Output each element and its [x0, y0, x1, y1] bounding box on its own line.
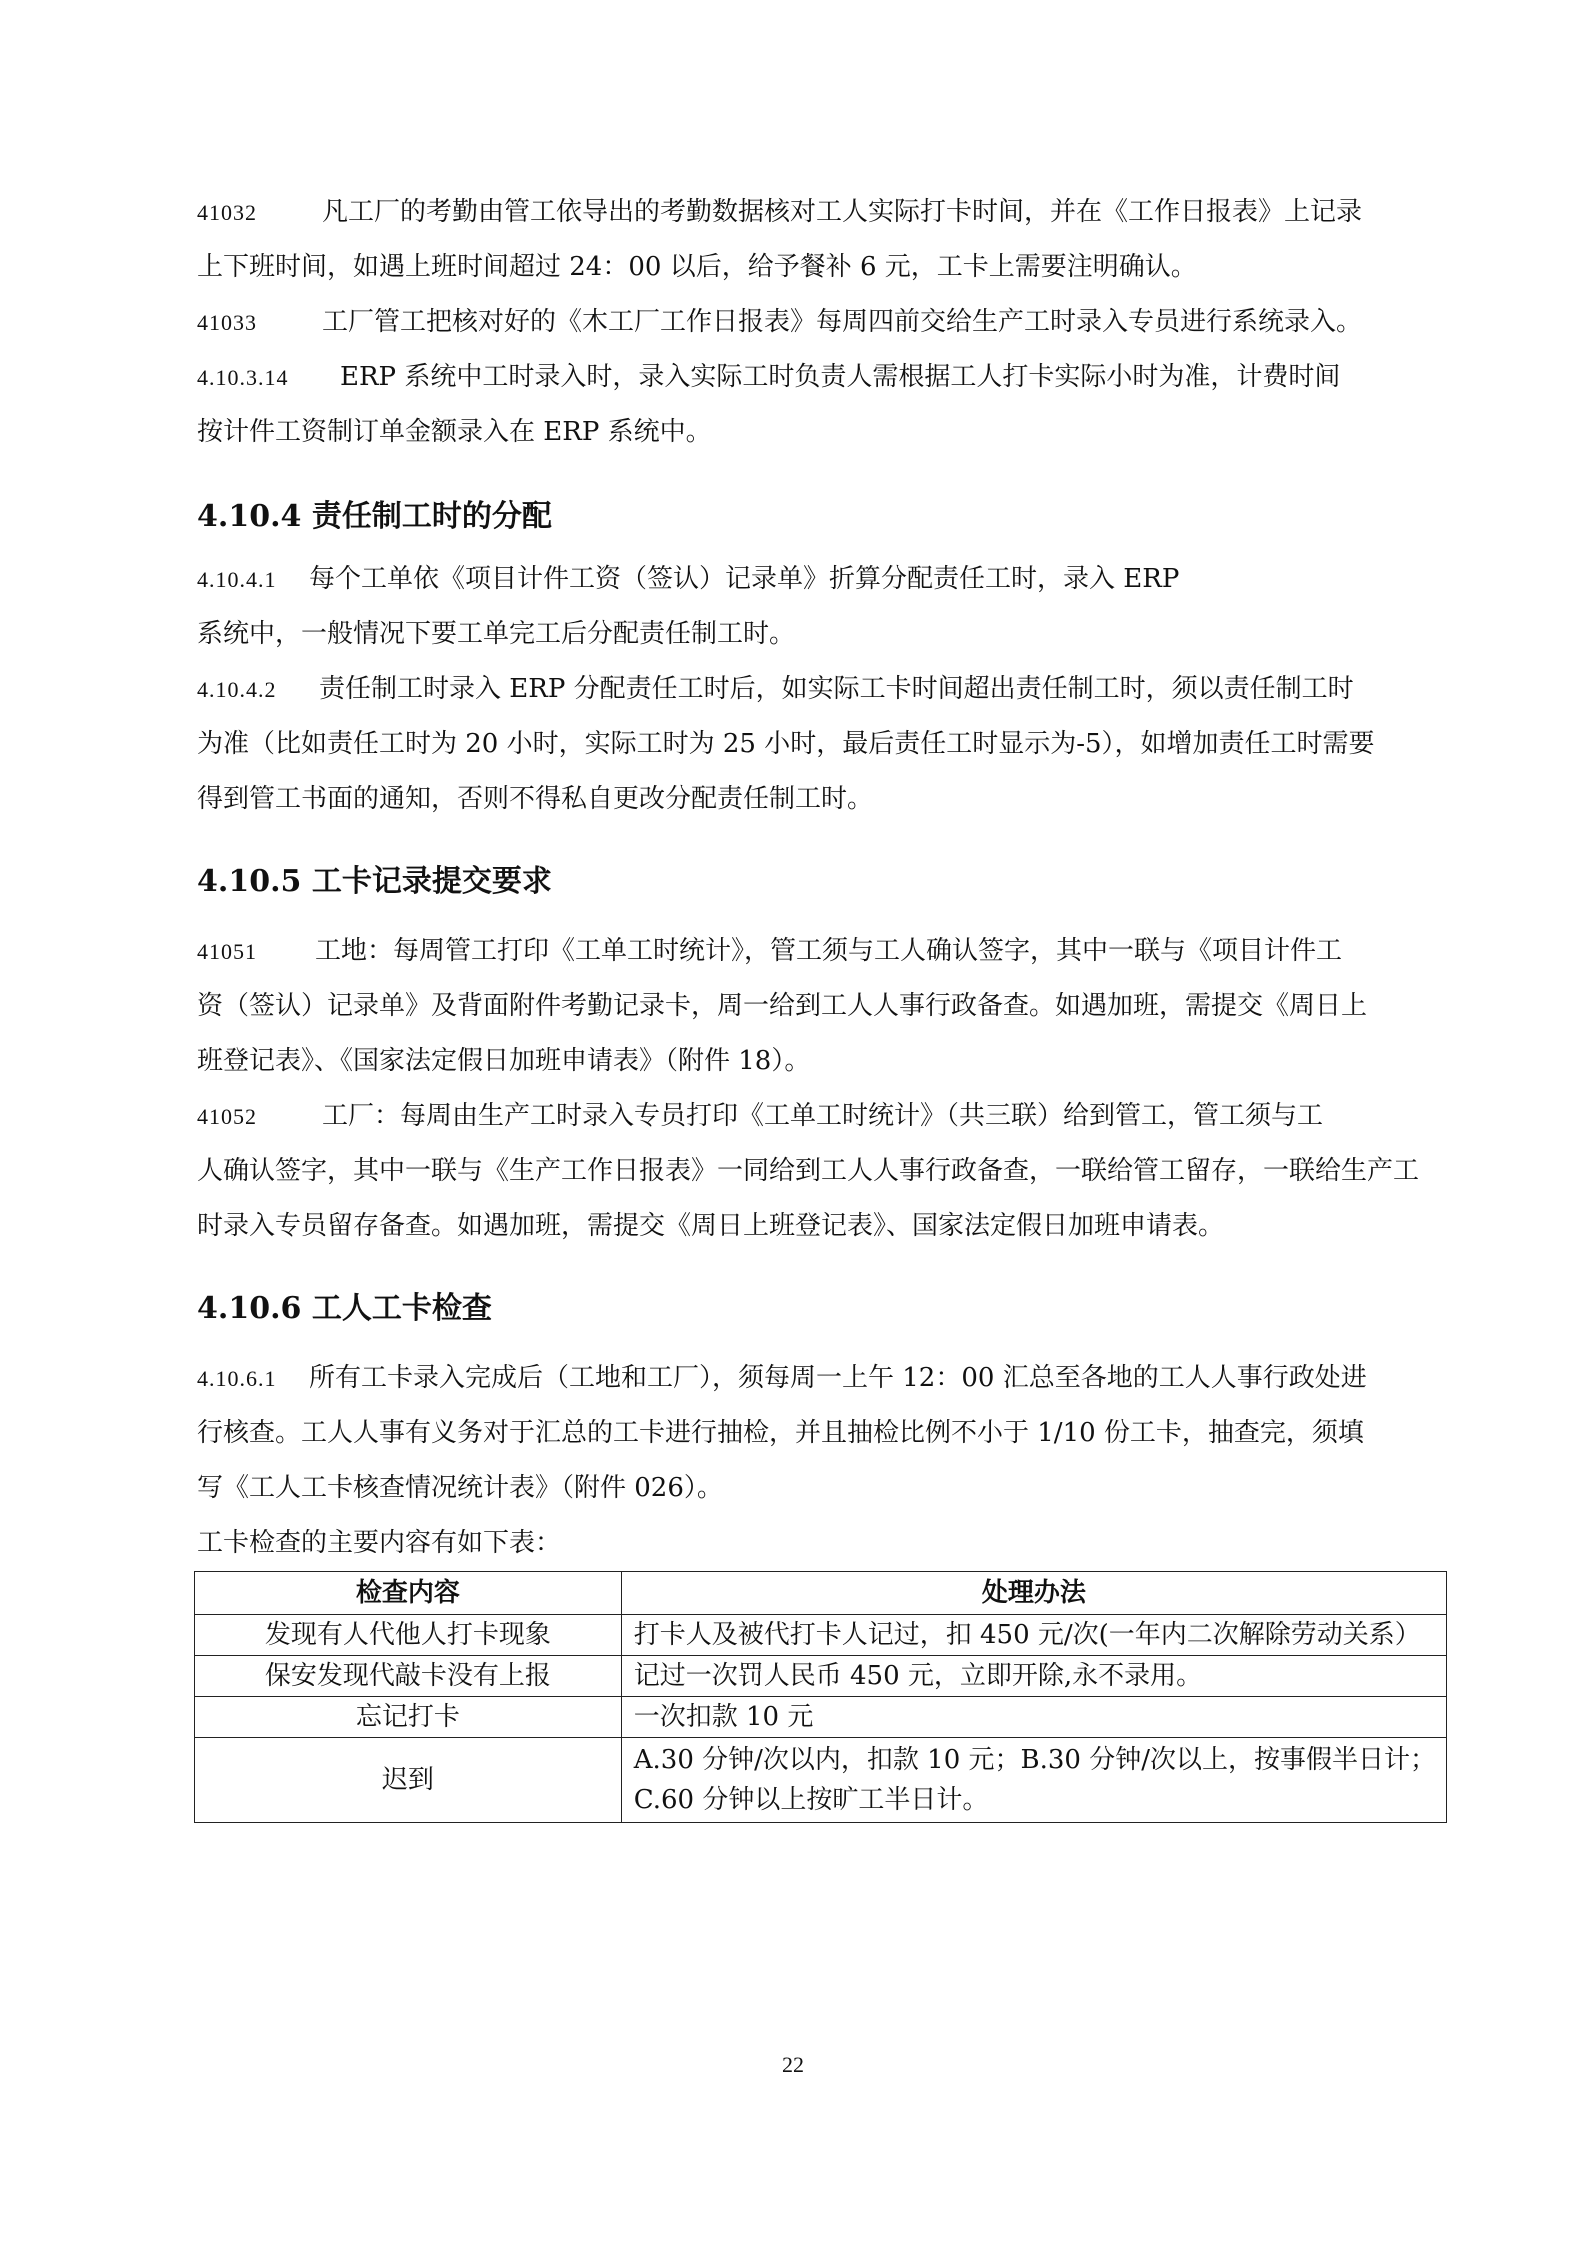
clause-41051-line2: 资（签认）记录单》及背面附件考勤记录卡，周一给到工人人事行政备查。如遇加班，需提交《周日上: [197, 991, 1368, 1021]
table-cell: 发现有人代他人打卡现象: [195, 1615, 622, 1656]
clause-41032-line1: [197, 185, 1397, 240]
clause-text: 工地：每周管工打印《工单工时统计》，管工须与工人确认签字，其中一联与《项目计件工: [315, 936, 1343, 966]
table-cell: 保安发现代敲卡没有上报: [195, 1656, 622, 1697]
table-cell: 迟到: [195, 1738, 622, 1823]
clause-number: 4.10.3.14: [197, 365, 289, 390]
clause-text: 工厂：每周由生产工时录入专员打印《工单工时统计》（共三联）给到管工，管工须与工: [322, 1101, 1324, 1131]
clause-41061-line3: 写《工人工卡核查情况统计表》（附件 026）。: [197, 1473, 723, 1503]
table-cell: [621, 1738, 1446, 1823]
section-heading: 4.10.4 责任制工时的分配: [197, 499, 552, 534]
clause-41052-line1: [197, 1089, 1397, 1144]
table-header-cell: 处理办法: [621, 1572, 1446, 1615]
clause-text: 凡工厂的考勤由管工依导出的考勤数据核对工人实际打卡时间，并在《工作日报表》上记录: [322, 197, 1363, 227]
clause-text: 工厂管工把核对好的《木工厂工作日报表》每周四前交给生产工时录入专员进行系统录入。: [322, 307, 1363, 337]
clause-number: 41033: [197, 310, 257, 335]
clause-41033-line1: [197, 295, 1397, 350]
table-cell: 一次扣款 10 元: [621, 1697, 1446, 1738]
clause-41314-line1: [197, 350, 1397, 405]
clause-number: 4.10.4.2: [197, 677, 277, 702]
clause-41032-line2: 上下班时间，如遇上班时间超过 24：00 以后，给予餐补 6 元，工卡上需要注明确认。: [197, 252, 1197, 282]
section-heading: 4.10.5 工卡记录提交要求: [197, 864, 552, 899]
page-content: [197, 185, 1436, 1823]
table-intro: 工卡检查的主要内容有如下表：: [197, 1528, 562, 1558]
clause-number: 41051: [197, 939, 257, 964]
table-cell: 忘记打卡: [195, 1697, 622, 1738]
clause-text: 每个工单依《项目计件工资（签认）记录单》折算分配责任工时，录入 ERP: [309, 564, 1180, 594]
clause-41052-line3: 时录入专员留存备查。如遇加班，需提交《周日上班登记表》、国家法定假日加班申请表。: [197, 1211, 1225, 1241]
clause-number: 4.10.4.1: [197, 567, 277, 592]
clause-text: 责任制工时录入 ERP 分配责任工时后，如实际工卡时间超出责任制工时，须以责任制工时: [319, 674, 1354, 704]
inspection-table: [194, 1571, 1447, 1823]
table-cell: 打卡人及被代打卡人记过，扣 450 元/次(一年内二次解除劳动关系）: [621, 1615, 1446, 1656]
clause-41042-line1: [197, 662, 1397, 717]
page-number: 22: [782, 2052, 804, 2077]
clause-41314-line2: 按计件工资制订单金额录入在 ERP 系统中。: [197, 417, 712, 447]
table-row: [195, 1738, 1447, 1823]
table-row: [195, 1697, 1447, 1738]
clause-41061-line2: 行核查。工人人事有义务对于汇总的工卡进行抽检，并且抽检比例不小于 1/10 份工卡，抽查完，须填: [197, 1418, 1364, 1448]
clause-41051-line3: 班登记表》、《国家法定假日加班申请表》（附件 18）。: [197, 1046, 811, 1076]
table-header-cell: 检查内容: [195, 1572, 622, 1615]
clause-41052-line2: 人确认签字，其中一联与《生产工作日报表》一同给到工人人事行政备查，一联给管工留存，一联给生产工: [197, 1156, 1420, 1186]
cell-line: C.60 分钟以上按旷工半日计。: [633, 1785, 989, 1815]
clause-number: 41052: [197, 1104, 257, 1129]
clause-41061-line1: [197, 1351, 1397, 1406]
clause-41042-line2: 为准（比如责任工时为 20 小时，实际工时为 25 小时，最后责任工时显示为-5），如增加责任工时需要: [197, 729, 1375, 759]
table-row: [195, 1656, 1447, 1697]
clause-41051-line1: [197, 924, 1397, 979]
cell-line: A.30 分钟/次以内，扣款 10 元；B.30 分钟/次以上，按事假半日计；: [633, 1745, 1436, 1775]
clause-text: ERP 系统中工时录入时，录入实际工时负责人需根据工人打卡实际小时为准，计费时间: [340, 362, 1341, 392]
clause-number: 41032: [197, 200, 257, 225]
table-row: [195, 1615, 1447, 1656]
section-heading: 4.10.6 工人工卡检查: [197, 1291, 492, 1326]
table-cell: 记过一次罚人民币 450 元，立即开除,永不录用。: [621, 1656, 1446, 1697]
clause-number: 4.10.6.1: [197, 1366, 277, 1391]
clause-text: 所有工卡录入完成后（工地和工厂），须每周一上午 12：00 汇总至各地的工人人事行政处进: [309, 1363, 1367, 1393]
clause-41041-line2: 系统中，一般情况下要工单完工后分配责任制工时。: [197, 619, 796, 649]
clause-41042-line3: 得到管工书面的通知，否则不得私自更改分配责任制工时。: [197, 784, 874, 814]
clause-41041-line1: [197, 552, 1397, 607]
table-header-row: [195, 1572, 1447, 1615]
